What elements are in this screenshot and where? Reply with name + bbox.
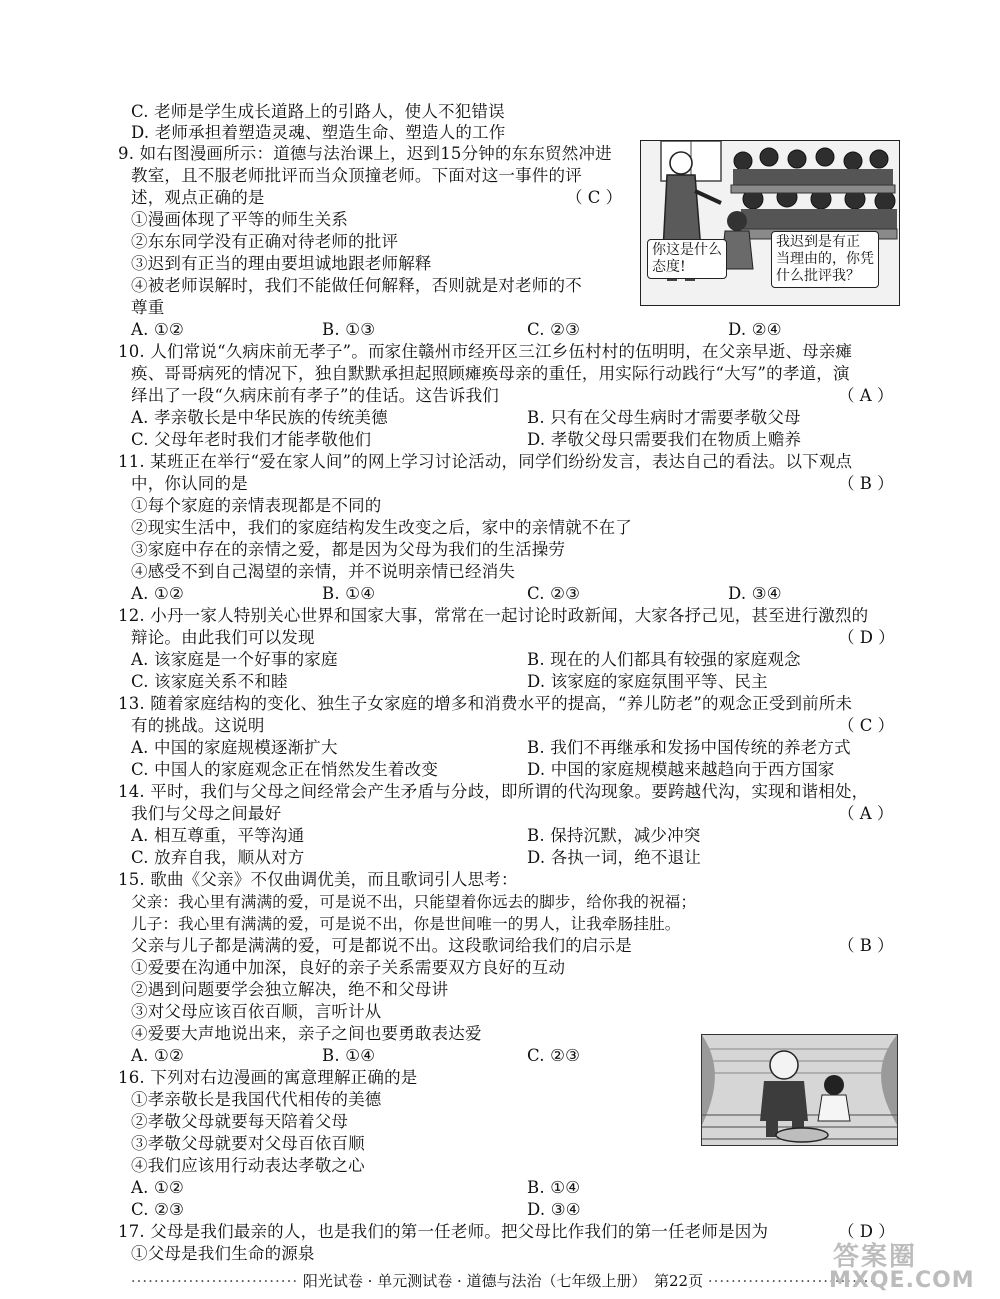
- q13-option-b: B. 我们不再继承和发扬中国传统的养老方式: [527, 738, 851, 757]
- q17-answer: （ D ）: [838, 1222, 895, 1241]
- q9-stem-1: 9. 如右图漫画所示：道德与法治课上，迟到15分钟的东东贸然冲进: [118, 144, 612, 163]
- q10-option-c: C. 父母年老时我们才能孝敬他们: [131, 430, 372, 449]
- teacher-speech-line-2: 态度!: [652, 259, 686, 275]
- student-speech-line-2: 当理由的，你凭: [776, 251, 874, 267]
- q16-item-3: ③孝敬父母就要对父母百依百顺: [131, 1134, 365, 1153]
- q13-option-c: C. 中国人的家庭观念正在悄然发生着改变: [131, 760, 439, 779]
- q16-option-d: D. ③④: [527, 1200, 581, 1219]
- q12-option-b: B. 现在的人们都具有较强的家庭观念: [527, 650, 801, 669]
- q16-stem: 16. 下列对右边漫画的寓意理解正确的是: [118, 1068, 418, 1087]
- q15-stem-2: 父亲与儿子都是满满的爱，可是都说不出。这段歌词给我们的启示是: [131, 936, 632, 955]
- foot-washing-comic: [701, 1034, 898, 1146]
- footer-dots-left: ·····························: [130, 1272, 299, 1290]
- q9-option-b: B. ①③: [322, 320, 376, 339]
- q9-item-4: ④被老师误解时，我们不能做任何解释，否则就是对老师的不: [131, 276, 582, 295]
- q11-option-b: B. ①④: [322, 584, 376, 603]
- q12-option-a: A. 该家庭是一个好事的家庭: [131, 650, 338, 669]
- student-speech-bubble: [771, 231, 879, 288]
- q9-option-a: A. ①②: [131, 320, 184, 339]
- classroom-comic: [640, 140, 900, 306]
- q12-stem-1: 12. 小丹一家人特别关心世界和国家大事，常常在一起讨论时政新闻，大家各抒己见，甚至进行激烈的: [118, 606, 869, 625]
- q17-stem: 17. 父母是我们最亲的人，也是我们的第一任老师。把父母比作我们的第一任老师是因为: [118, 1222, 769, 1241]
- page-footer: [108, 1270, 898, 1292]
- q15-item-3: ③对父母应该百依百顺，言听计从: [131, 1002, 382, 1021]
- foot-washing-comic-drawing: [702, 1035, 897, 1145]
- q10-stem-2: 痪、哥哥病死的情况下，独自默默承担起照顾瘫痪母亲的重任，用实际行动践行“大写”的孝道，演: [131, 364, 850, 383]
- q13-option-d: D. 中国的家庭规模越来越趋向于西方国家: [527, 760, 835, 779]
- student-speech-line-3: 什么批评我？: [776, 268, 860, 284]
- q14-stem-1: 14. 平时，我们与父母之间经常会产生矛盾与分歧，即所谓的代沟现象。要跨越代沟，实现和谐相处，: [118, 782, 869, 801]
- q12-stem-2: 辩论。由此我们可以发现: [131, 628, 315, 647]
- q9-item-3: ③迟到有正当的理由要坦诚地跟老师解释: [131, 254, 432, 273]
- q12-answer: （ D ）: [838, 628, 895, 647]
- watermark: [815, 1236, 995, 1298]
- q8-option-c: C. 老师是学生成长道路上的引路人，使人不犯错误: [131, 102, 505, 121]
- q16-option-b: B. ①④: [527, 1178, 581, 1197]
- q9-stem-3: 述，观点正确的是: [131, 188, 265, 207]
- q9-answer: （ C ）: [566, 188, 623, 207]
- q15-item-4: ④爱要大声地说出来，亲子之间也要勇敢表达爱: [131, 1024, 482, 1043]
- q14-stem-2: 我们与父母之间最好: [131, 804, 282, 823]
- q12-option-d: D. 该家庭的家庭氛围平等、民主: [527, 672, 768, 691]
- q11-stem-1: 11. 某班正在举行“爱在家人间”的网上学习讨论活动，同学们纷纷发言，表达自己的看法。以下观点: [118, 452, 853, 471]
- q9-stem-2: 教室，且不服老师批评而当众顶撞老师。下面对这一事件的评: [131, 166, 582, 185]
- q13-stem-2: 有的挑战。这说明: [131, 716, 265, 735]
- teacher-speech-bubble: [647, 239, 727, 279]
- q16-item-4: ④我们应该用行动表达孝敬之心: [131, 1156, 365, 1175]
- q15-option-b: B. ①④: [322, 1046, 376, 1065]
- q14-option-c: C. 放弃自我，顺从对方: [131, 848, 305, 867]
- q10-stem-3: 绎出了一段“久病床前有孝子”的佳话。这告诉我们: [131, 386, 499, 405]
- q16-option-c: C. ②③: [131, 1200, 185, 1219]
- q16-option-a: A. ①②: [131, 1178, 184, 1197]
- teacher-speech-line-1: 你这是什么: [652, 242, 722, 258]
- q11-option-c: C. ②③: [527, 584, 581, 603]
- q15-item-1: ①爱要在沟通中加深，良好的亲子关系需要双方良好的互动: [131, 958, 566, 977]
- footer-text: 阳光试卷 · 单元测试卷 · 道德与法治（七年级上册） 第22页: [302, 1272, 704, 1290]
- q9-item-4-cont: 尊重: [131, 298, 165, 317]
- q9-item-2: ②东东同学没有正确对待老师的批评: [131, 232, 399, 251]
- q14-option-a: A. 相互尊重，平等沟通: [131, 826, 305, 845]
- q13-stem-1: 13. 随着家庭结构的变化、独生子女家庭的增多和消费水平的提高，“养儿防老”的观念正受到前所未: [118, 694, 853, 713]
- q15-lyric-son: 儿子：我心里有满满的爱，可是说不出，你是世间唯一的男人，让我牵肠挂肚。: [131, 915, 681, 933]
- q9-option-d: D. ②④: [728, 320, 782, 339]
- q11-item-4: ④感受不到自己渴望的亲情，并不说明亲情已经消失: [131, 562, 516, 581]
- q15-option-c: C. ②③: [527, 1046, 581, 1065]
- q11-stem-2: 中，你认同的是: [131, 474, 248, 493]
- q10-answer: （ A ）: [838, 386, 894, 405]
- footer-dots-right: ·····························: [707, 1272, 876, 1290]
- q16-item-2: ②孝敬父母就要每天陪着父母: [131, 1112, 349, 1131]
- q15-option-a: A. ①②: [131, 1046, 184, 1065]
- q11-item-1: ①每个家庭的亲情表现都是不同的: [131, 496, 382, 515]
- watermark-line-2: MXQE.COM: [829, 1268, 975, 1293]
- q14-option-b: B. 保持沉默，减少冲突: [527, 826, 701, 845]
- q15-stem-1: 15. 歌曲《父亲》不仅曲调优美，而且歌词引人思考：: [118, 870, 518, 889]
- q10-option-b: B. 只有在父母生病时才需要孝敬父母: [527, 408, 801, 427]
- q11-answer: （ B ）: [838, 474, 894, 493]
- student-speech-line-1: 我迟到是有正: [776, 234, 860, 250]
- q13-answer: （ C ）: [838, 716, 895, 735]
- q11-option-d: D. ③④: [728, 584, 782, 603]
- q15-lyric-father: 父亲：我心里有满满的爱，可是说不出，只能望着你远去的脚步，给你我的祝福；: [131, 893, 697, 911]
- q14-answer: （ A ）: [838, 804, 894, 823]
- q11-item-3: ③家庭中存在的亲情之爱，都是因为父母为我们的生活操劳: [131, 540, 566, 559]
- q14-option-d: D. 各执一词，绝不退让: [527, 848, 702, 867]
- q8-option-d: D. 老师承担着塑造灵魂、塑造生命、塑造人的工作: [131, 123, 506, 142]
- q17-item-1: ①父母是我们生命的源泉: [131, 1244, 315, 1263]
- q11-item-2: ②现实生活中，我们的家庭结构发生改变之后，家中的亲情就不在了: [131, 518, 632, 537]
- q11-option-a: A. ①②: [131, 584, 184, 603]
- q15-item-2: ②遇到问题要学会独立解决，绝不和父母讲: [131, 980, 449, 999]
- q13-option-a: A. 中国的家庭规模逐渐扩大: [131, 738, 338, 757]
- q10-stem-1: 10. 人们常说“久病床前无孝子”。而家住赣州市经开区三江乡伍村村的伍明明，在父亲早逝、母亲瘫: [118, 342, 853, 361]
- q12-option-c: C. 该家庭关系不和睦: [131, 672, 288, 691]
- q10-option-a: A. 孝亲敬长是中华民族的传统美德: [131, 408, 388, 427]
- q9-item-1: ①漫画体现了平等的师生关系: [131, 210, 349, 229]
- q10-option-d: D. 孝敬父母只需要我们在物质上赡养: [527, 430, 802, 449]
- q15-answer: （ B ）: [838, 936, 894, 955]
- q16-item-1: ①孝亲敬长是我国代代相传的美德: [131, 1090, 382, 1109]
- q9-option-c: C. ②③: [527, 320, 581, 339]
- watermark-line-1: 答案圈: [833, 1242, 918, 1272]
